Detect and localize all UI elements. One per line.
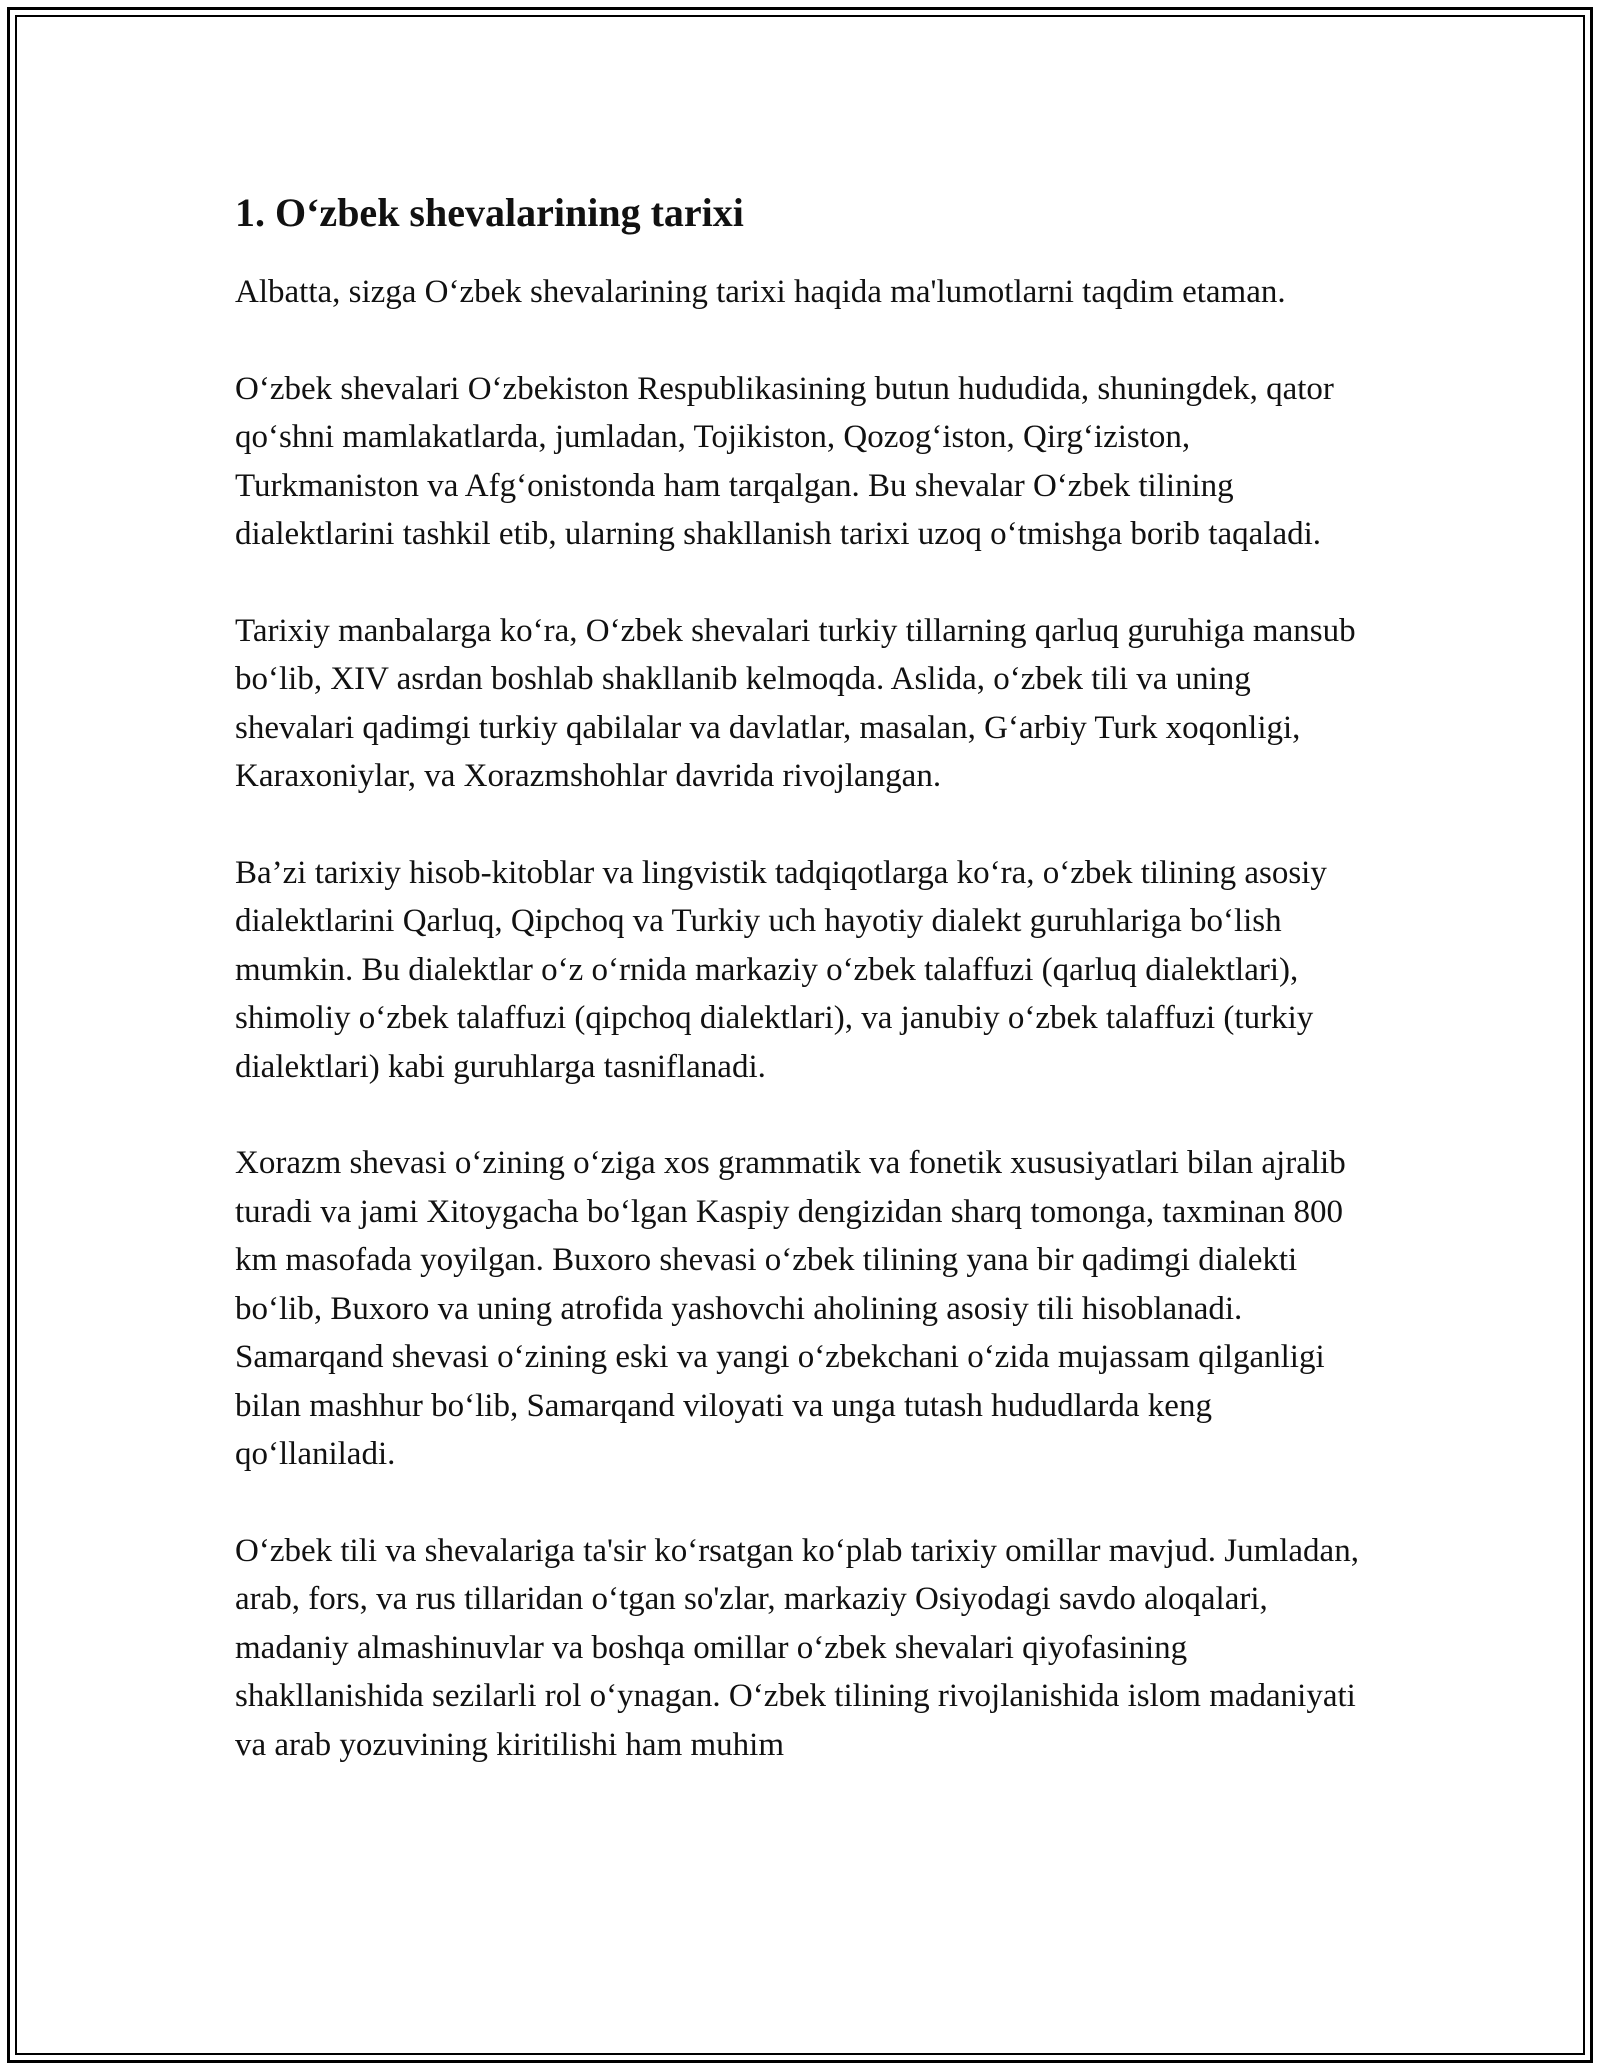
paragraph-historical-sources: Tarixiy manbalarga ko‘ra, O‘zbek shevalari turkiy tillarning qarluq guruhiga mansub bo‘lib, XIV asrdan boshlab shakllanib kelmoqda. Aslida, o‘zbek tili va uning shevalari qadimgi turkiy qabilalar va davlatlar, masalan, G‘arbiy Turk xoqonligi, Karaxoniylar, va Xorazmshohlar davrida rivojlangan. (235, 612, 1356, 794)
paragraph-dialect-groups: Ba’zi tarixiy hisob-kitoblar va lingvistik tadqiqotlarga ko‘ra, o‘zbek tilining asosiy dialektlarini Qarluq, Qipchoq va Turkiy uch hayotiy dialekt guruhlariga bo‘lish mumkin. Bu dialektlar o‘z o‘rnida markaziy o‘zbek talaffuzi (qarluq dialektlari), shimoliy o‘zbek talaffuzi (qipchoq dialektlari), va janubiy o‘zbek talaffuzi (turkiy dialektlari) kabi guruhlarga tasniflanadi. (235, 854, 1327, 1085)
paragraph-regional-dialects: Xorazm shevasi o‘zining o‘ziga xos grammatik va fonetik xususiyatlari bilan ajralib turadi va jami Xitoygacha bo‘lgan Kaspiy dengizidan sharq tomonga, taxminan 800 km masofada yoyilgan. Buxoro shevasi o‘zbek tilining yana bir qadimgi dialekti bo‘lib, Buxoro va uning atrofida yashovchi aholining asosiy tili hisoblanadi. Samarqand shevasi o‘zining eski va yangi o‘zbekchani o‘zida mujassam qilganligi bilan mashhur bo‘lib, Samarqand viloyati va unga tutash hududlarda keng qo‘llaniladi. (235, 1145, 1346, 1472)
document-body (235, 186, 1375, 1817)
document-title: 1. O‘zbek shevalarining tarixi (235, 190, 744, 235)
paragraph-intro: Albatta, sizga O‘zbek shevalarining tarixi haqida ma'lumotlarni taqdim etaman. (235, 274, 1286, 310)
paragraph-historical-factors: O‘zbek tili va shevalariga ta'sir ko‘rsatgan ko‘plab tarixiy omillar mavjud. Jumladan, arab, fors, va rus tillaridan o‘tgan so'zlar, markaziy Osiyodagi savdo aloqalari, madaniy almashinuvlar va boshqa omillar o‘zbek shevalari qiyofasining shakllanishida sezilarli rol o‘ynagan. O‘zbek tilining rivojlanishida islom madaniyati va arab yozuvining kiritilishi ham muhim (235, 1532, 1359, 1763)
paragraph-distribution: O‘zbek shevalari O‘zbekiston Respublikasining butun hududida, shuningdek, qator qo‘shni mamlakatlarda, jumladan, Tojikiston, Qozog‘iston, Qirg‘iziston, Turkmaniston va Afg‘onistonda ham tarqalgan. Bu shevalar O‘zbek tilining dialektlarini tashkil etib, ularning shakllanish tarixi uzoq o‘tmishga borib taqaladi. (235, 370, 1334, 552)
